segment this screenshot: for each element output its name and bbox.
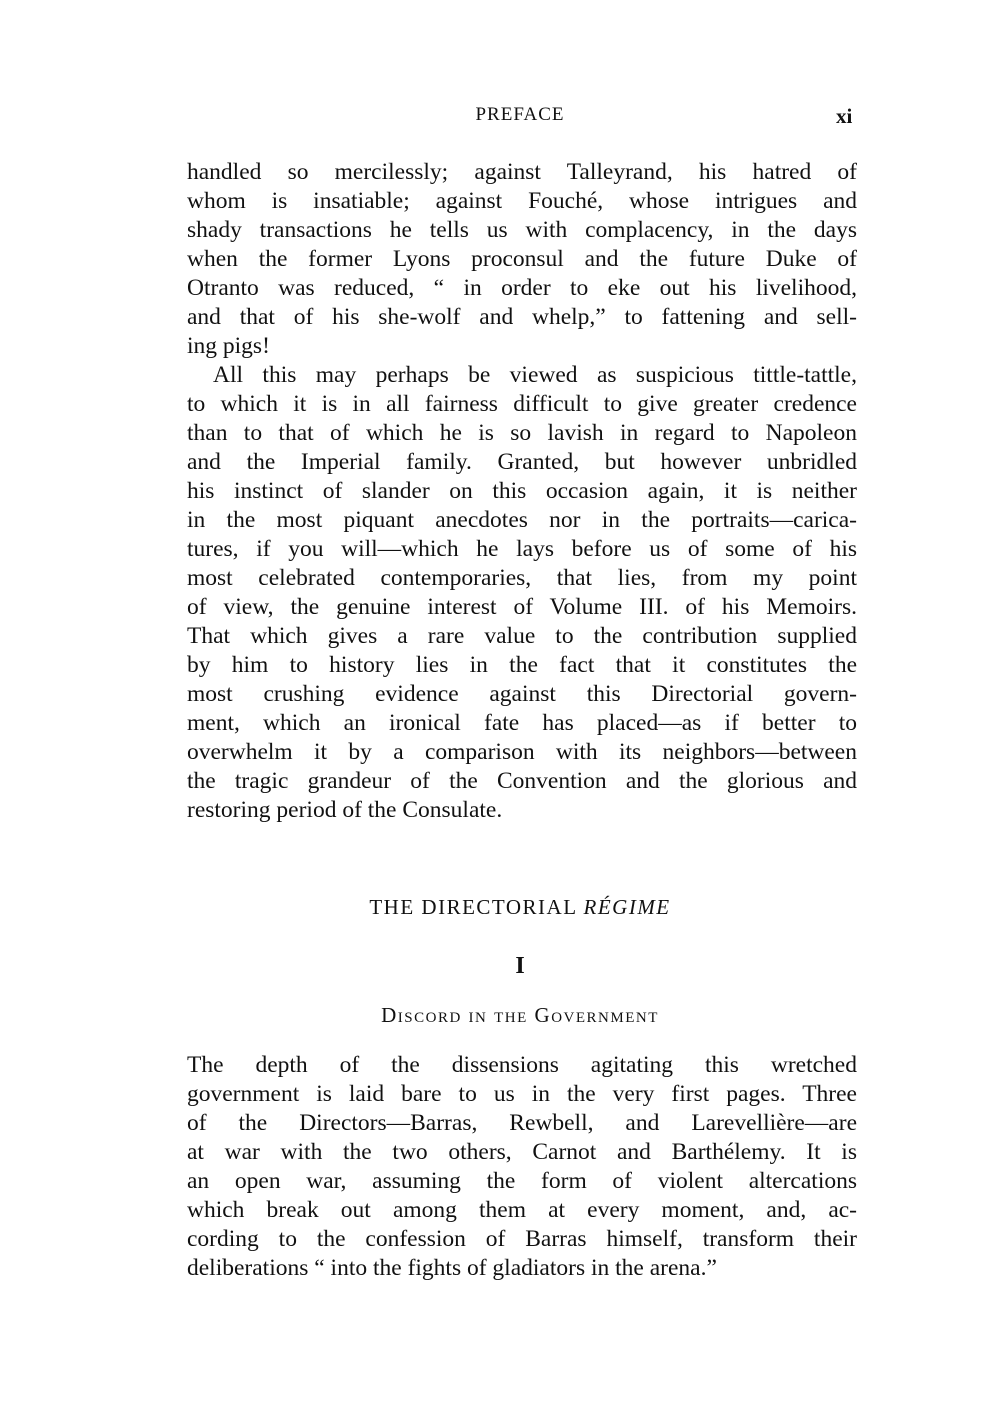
text-line: an open war, assuming the form of violent altercations [187,1168,857,1194]
text-line: at war with the two others, Carnot and Barthélemy. It is [187,1139,857,1165]
text-line: his instinct of slander on this occasion again, it is neither [187,478,857,504]
text-line: handled so mercilessly; against Talleyrand, his hatred of [187,159,857,185]
text-line: The depth of the dissensions agitating this wretched [187,1052,857,1078]
text-line: in the most piquant anecdotes nor in the portraits—carica- [187,507,857,533]
text-line: ing pigs! [187,333,270,359]
text-line: the tragic grandeur of the Convention and the glorious and [187,768,857,794]
text-line: Otranto was reduced, “ in order to eke out his livelihood, [187,275,857,301]
text-line: most celebrated contemporaries, that lies, from my point [187,565,857,591]
text-line: when the former Lyons proconsul and the future Duke of [187,246,857,272]
running-title: PREFACE [475,104,565,125]
chapter-number: I [515,953,525,979]
page-number: xi [836,104,853,128]
paragraph-2 [187,361,857,825]
text-line: tures, if you will—which he lays before us of some of his [187,536,857,562]
paragraph-1 [187,158,857,361]
text-line: and the Imperial family. Granted, but however unbridled [187,449,857,475]
text-line: whom is insatiable; against Fouché, whose intrigues and [187,188,857,214]
text-line: deliberations “ into the fights of gladiators in the arena.” [187,1255,717,1281]
section-title-italic: RÉGIME [583,895,671,919]
text-line: of view, the genuine interest of Volume III. of his Memoirs. [187,594,857,620]
text-line: than to that of which he is so lavish in regard to Napoleon [187,420,857,446]
text-line: restoring period of the Consulate. [187,797,503,823]
text-line: and that of his she-wolf and whelp,” to fattening and sell- [187,304,857,330]
text-line: of the Directors—Barras, Rewbell, and Larevellière—are [187,1110,857,1136]
text-line: ment, which an ironical fate has placed—as if better to [187,710,857,736]
section-title [0,895,1000,920]
text-line: most crushing evidence against this Directorial govern- [187,681,857,707]
text-line: All this may perhaps be viewed as suspicious tittle-tattle, [213,362,857,388]
text-line: shady transactions he tells us with complacency, in the days [187,217,857,243]
section-title-main: THE DIRECTORIAL [369,895,577,919]
text-line: cording to the confession of Barras himself, transform their [187,1226,857,1252]
text-line: That which gives a rare value to the contribution supplied [187,623,857,649]
text-line: overwhelm it by a comparison with its neighbors—between [187,739,857,765]
chapter-title: Discord in the Government [381,1003,659,1027]
text-line: to which it is in all fairness difficult to give greater credence [187,391,857,417]
text-line: government is laid bare to us in the very first pages. Three [187,1081,857,1107]
text-line: which break out among them at every moment, and, ac- [187,1197,857,1223]
paragraph-3 [187,1051,857,1283]
text-line: by him to history lies in the fact that it constitutes the [187,652,857,678]
